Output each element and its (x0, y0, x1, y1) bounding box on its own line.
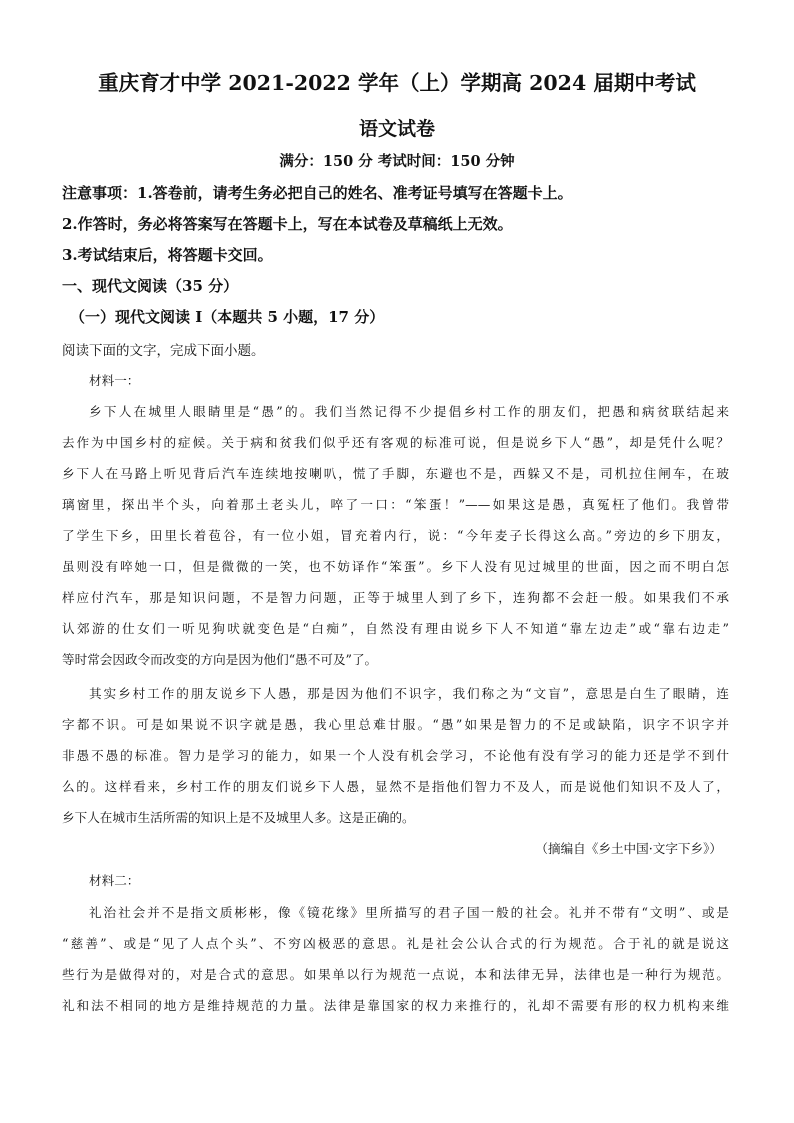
passage-line: 礼治社会并不是指文质彬彬，像《镜花缘》里所描写的君子国一般的社会。礼并不带有“文明”、或是 (89, 905, 729, 920)
passage-line: 乡下人在马路上听见背后汽车连续地按喇叭，慌了手脚，东避也不是，西躲又不是，司机拉住闸车，在玻 (62, 466, 729, 481)
section-heading: 一、现代文阅读（35 分） (62, 277, 239, 295)
passage-line: 么的。这样看来，乡村工作的朋友们说乡下人愚，显然不是指他们智力不及人，而是说他们知识不及人了， (62, 779, 729, 794)
notice-line: 3.考试结束后，将答题卡交回。 (62, 246, 273, 264)
source-citation: （摘编自《乡土中国·文字下乡》） (535, 841, 722, 856)
exam-title: 重庆育才中学 2021-2022 学年（上）学期高 2024 届期中考试 (98, 71, 696, 95)
passage-line: 其实乡村工作的朋友说乡下人愚，那是因为他们不识字，我们称之为“文盲”，意思是白生了眼睛，连 (89, 686, 729, 701)
passage-line: 乡下人在城里人眼睛里是“愚”的。我们当然记得不少提倡乡村工作的朋友们，把愚和病贫联结起来 (89, 404, 729, 419)
notice-line: 2.作答时，务必将答案写在答题卡上，写在本试卷及草稿纸上无效。 (62, 215, 513, 233)
material-label: 材料二： (89, 873, 140, 888)
paper-subtitle: 语文试卷 (358, 118, 435, 140)
score-and-time: 满分：150 分 考试时间：150 分钟 (279, 153, 515, 170)
passage-line: 些行为是做得对的，对是合式的意思。如果单以行为规范一点说，本和法律无异，法律也是一种行为规范。 (62, 967, 729, 982)
material-label: 材料一： (89, 373, 140, 388)
passage-line: “慈善”、或是“见了人点个头”、不穷凶极恶的意思。礼是社会公认合式的行为规范。合于礼的就是说这 (62, 936, 729, 951)
passage-line: 乡下人在城市生活所需的知识上是不及城里人多。这是正确的。 (62, 810, 415, 825)
subsection-heading: （一）现代文阅读 I（本题共 5 小题，17 分） (70, 308, 385, 326)
passage-line: 了学生下乡，田里长着苞谷，有一位小姐，冒充着内行，说：“今年麦子长得这么高。”旁边的乡下朋友， (62, 528, 729, 543)
passage-line: 璃窗里，探出半个头，向着那土老头儿，啐了一口：“笨蛋！”——如果这是愚，真冤枉了他们。我曾带 (62, 497, 729, 512)
passage-line: 样应付汽车，那是知识问题，不是智力问题，正等于城里人到了乡下，连狗都不会赶一般。如果我们不承 (62, 590, 729, 605)
passage-line: 虽则没有啐她一口，但是微微的一笑，也不妨译作“笨蛋”。乡下人没有见过城里的世面，因之而不明白怎 (62, 559, 729, 574)
passage-line: 去作为中国乡村的症候。关于病和贫我们似乎还有客观的标准可说，但是说乡下人“愚”，却是凭什么呢？ (62, 435, 729, 450)
passage-line: 认郊游的仕女们一听见狗吠就变色是“白痴”，自然没有理由说乡下人不知道“靠左边走”或“靠右边走” (62, 621, 729, 636)
reading-instruction: 阅读下面的文字，完成下面小题。 (62, 343, 265, 359)
passage-line: 字都不识。可是如果说不识字就是愚，我心里总难甘服。“愚”如果是智力的不足或缺陷，识字不识字并 (62, 717, 729, 732)
passage-line: 等时常会因政令而改变的方向是因为他们“愚不可及”了。 (62, 652, 378, 667)
passage-line: 礼和法不相同的地方是维持规范的力量。法律是靠国家的权力来推行的，礼却不需要有形的权力机构来维 (62, 998, 729, 1013)
notice-line: 注意事项：1.答卷前，请考生务必把自己的姓名、准考证号填写在答题卡上。 (62, 184, 573, 202)
passage-line: 非愚不愚的标准。智力是学习的能力，如果一个人没有机会学习，不论他有没有学习的能力还是学不到什 (62, 748, 729, 763)
